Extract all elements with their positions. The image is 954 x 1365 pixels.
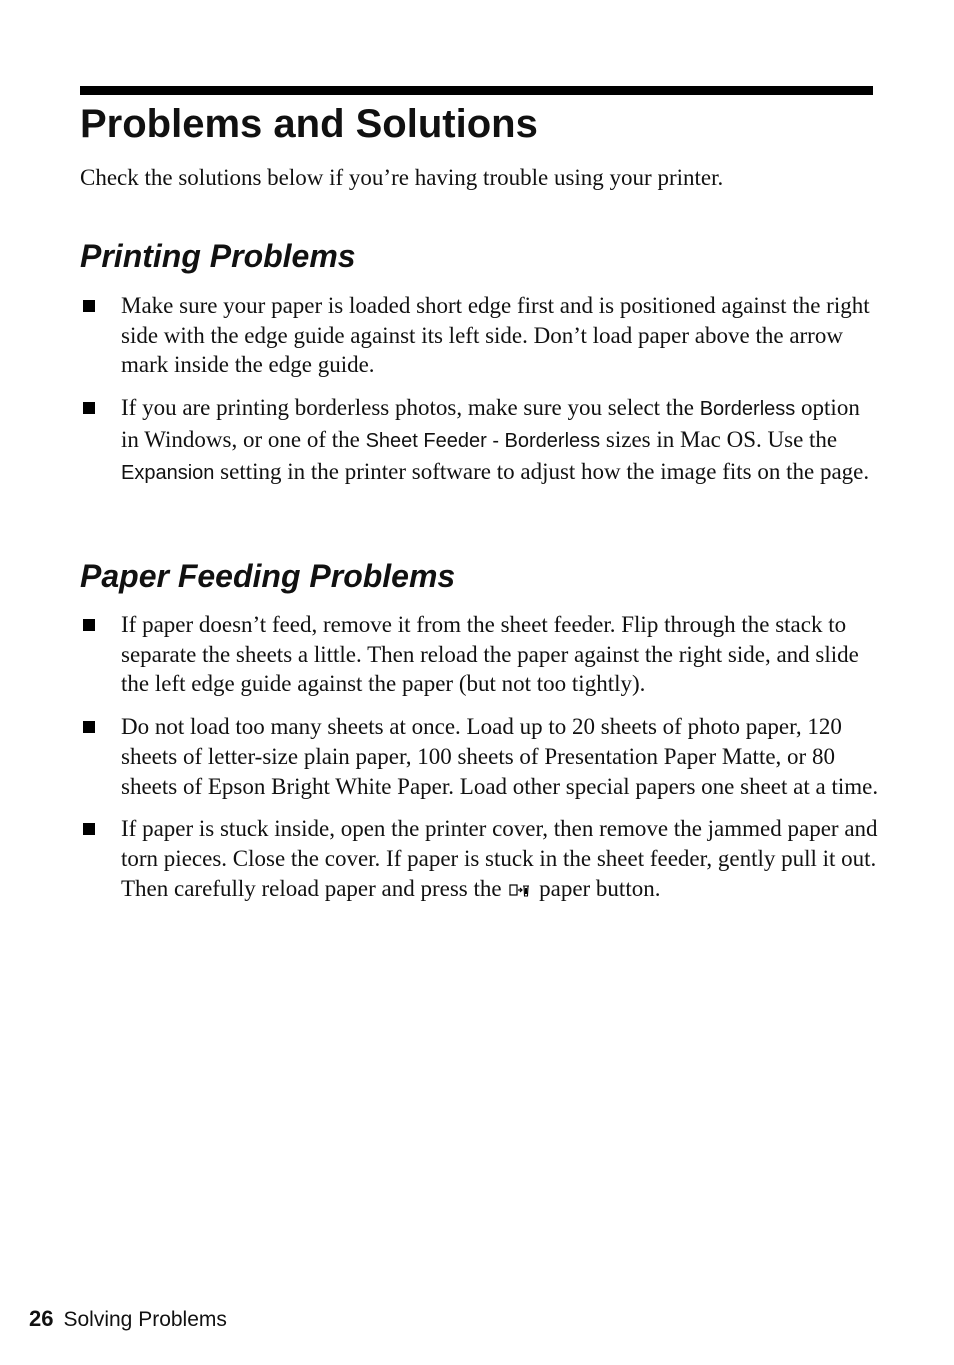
item-text: Make sure your paper is loaded short edge first and is positioned against the right side with the edge guide against its left side. Don’t load paper above the arrow mark inside the edge guide.	[121, 293, 870, 378]
item-text: Do not load too many sheets at once. Load up to 20 sheets of photo paper, 120 sheets of letter-size plain paper, 100 sheets of Presentation Paper Matte, or 80 sheets of Epson Bright White Paper. Load other special papers one sheet at a time.	[121, 714, 879, 799]
bullet-square-icon	[83, 300, 95, 312]
paper-feeding-problems-heading: Paper Feeding Problems	[80, 558, 456, 594]
paper-feeding-problems-list	[80, 610, 880, 918]
sheet-feeder-borderless-label: Sheet Feeder - Borderless	[365, 429, 601, 452]
item-text-part: option in Windows, or one of the	[121, 395, 860, 452]
list-item	[80, 291, 880, 380]
bullet-square-icon	[83, 619, 95, 631]
bullet-square-icon	[83, 721, 95, 733]
printing-problems-heading: Printing Problems	[80, 238, 356, 274]
paper-button-icon	[509, 876, 531, 906]
page-footer	[29, 1306, 227, 1332]
expansion-setting-label: Expansion	[121, 461, 215, 484]
bullet-square-icon	[83, 402, 95, 414]
header-rule	[80, 86, 873, 95]
item-text: If paper doesn’t feed, remove it from the sheet feeder. Flip through the stack to separate the sheets a little. Then reload the paper against the right side, and slide the left edge guide against the paper (but not too tightly).	[121, 612, 859, 697]
printing-problems-list	[80, 291, 880, 501]
borderless-option-label: Borderless	[699, 398, 796, 421]
item-text-part: sizes in Mac OS. Use the	[600, 426, 838, 452]
item-text-part: If paper is stuck inside, open the printer cover, then remove the jammed paper and torn pieces. Close the cover. If paper is stuck in the sheet feeder, gently pull it out. Then carefully reload paper and press the	[121, 816, 878, 901]
list-item	[80, 712, 880, 801]
list-item	[80, 814, 880, 905]
intro-text: Check the solutions below if you’re having trouble using your printer.	[80, 165, 724, 190]
list-item	[80, 393, 880, 488]
item-text-part: If you are printing borderless photos, make sure you select the	[121, 395, 700, 421]
list-item	[80, 610, 880, 699]
item-text-part: paper button.	[533, 875, 661, 901]
page-title: Problems and Solutions	[80, 102, 538, 146]
footer-section-title: Solving Problems	[63, 1308, 227, 1331]
bullet-square-icon	[83, 823, 95, 835]
page-number: 26	[29, 1306, 54, 1331]
item-text-part: setting in the printer software to adjust how the image fits on the page.	[214, 458, 870, 484]
